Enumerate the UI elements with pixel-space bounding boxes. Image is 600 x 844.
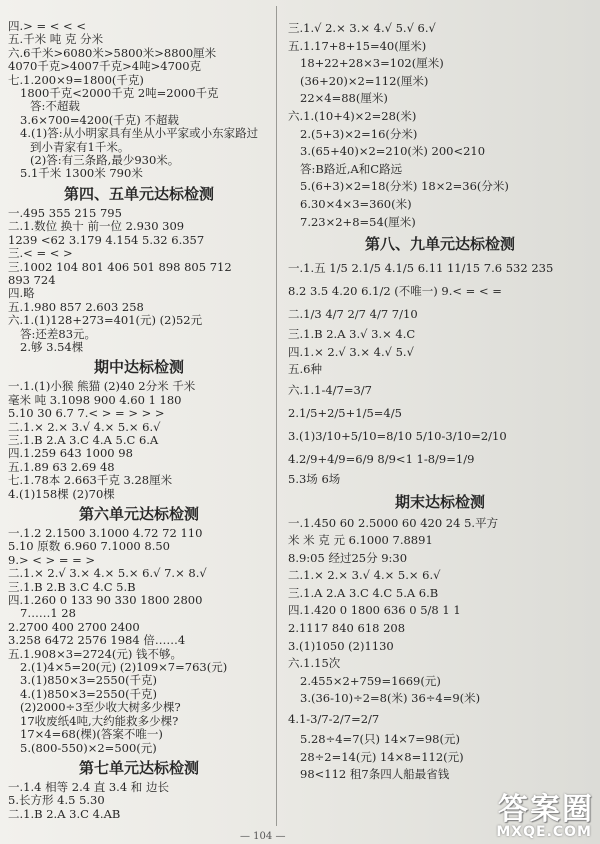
answer-line: 4.(1)850×3=2550(千克) <box>20 687 158 701</box>
answer-line: 五.1.17+8+15=40(厘米) <box>288 38 427 53</box>
answer-line: 5.(6+3)×2=18(分米) 18×2=36(分米) <box>300 179 509 194</box>
answer-line: (36+20)×2=112(厘米) <box>300 73 429 88</box>
answer-line: 一.1.2 2.1500 3.1000 4.72 72 110 <box>8 527 203 540</box>
answer-line: 17×4=68(棵)(答案不唯一) <box>20 728 163 742</box>
answer-line: 五.1.908×3=2724(元) 钱不够。 <box>8 647 183 661</box>
answer-line: 一.1.(1)小猴 熊猫 (2)40 2分米 千米 <box>8 380 196 394</box>
answer-line: 2.(5+3)×2=16(分米) <box>300 126 418 141</box>
answer-line: 17收废纸4吨,大约能救多少棵? <box>20 714 179 728</box>
answer-line: 5.3场 6场 <box>288 471 341 486</box>
answer-line: 6.30×4×3=360(米) <box>300 196 412 211</box>
answer-line: 三.< = < > <box>8 247 73 261</box>
page-number: — 104 — <box>240 831 286 842</box>
answer-line: 四.1.260 0 133 90 330 1800 2800 <box>8 594 203 608</box>
answer-line: 2.1117 840 618 208 <box>288 621 406 636</box>
answer-line: 二.1.× 2.√ 3.× 4.× 5.× 6.√ 7.× 8.√ <box>8 567 207 581</box>
answer-line: 五.6种 <box>288 362 322 377</box>
answer-line: 4070千克>4007千克>4吨>4700克 <box>8 60 202 74</box>
answer-line: 18+22+28×3=102(厘米) <box>300 56 444 71</box>
answer-line: 一.1.4 相等 2.4 直 3.4 和 边长 <box>8 780 169 794</box>
answer-line: 二.1.× 2.× 3.√ 4.× 5.× 6.√ <box>288 568 441 583</box>
answer-line: 7……1 28 <box>20 607 76 621</box>
answer-line: 七.1.78本 2.663千克 3.28厘米 <box>8 474 173 488</box>
answer-line: 2.455×2+759=1669(元) <box>300 673 441 688</box>
answer-line: 三.1002 104 801 406 501 898 805 712 <box>8 260 232 274</box>
watermark-text: 答案圈 <box>498 792 594 827</box>
answer-line: (2)2000÷3至少收大树多少棵? <box>20 701 181 715</box>
answer-line: 三.1.√ 2.× 3.× 4.√ 5.√ 6.√ <box>288 21 436 35</box>
answer-line: 六.1.1-4/7=3/7 <box>288 382 372 397</box>
answer-line: 一.495 355 215 795 <box>8 206 122 220</box>
answer-line: 二.1.B 2.A 3.C 4.AB <box>8 807 121 821</box>
answer-line: 98<112 租7条四人船最省钱 <box>300 767 450 782</box>
answer-line: 1800千克<2000千克 2吨=2000千克 <box>20 87 219 101</box>
answer-line: 答:B路近,A和C路远 <box>300 161 403 176</box>
answer-line: 3.(1)1050 (2)1130 <box>288 638 394 653</box>
answer-line: 答:还差83元。 <box>20 327 97 341</box>
answer-line: 8.2 3.5 4.20 6.1/2 (不唯一) 9.< = < = <box>288 284 502 299</box>
answer-line: 五.1.89 63 2.69 48 <box>8 460 115 474</box>
right-column <box>288 20 592 784</box>
answer-line: 一.1.450 60 2.5000 60 420 24 5.平方 <box>288 515 499 530</box>
answer-line: 5.28÷4=7(只) 14×7=98(元) <box>300 732 460 747</box>
left-column <box>8 20 270 821</box>
answer-line: 1239 <62 3.179 4.154 5.32 6.357 <box>8 233 205 247</box>
answer-line: 4.(1)158棵 (2)70棵 <box>8 487 115 501</box>
answer-line: 4.(1)答:从小明家具有坐从小平家或小东家路过 <box>20 127 259 141</box>
answer-line: 3.258 6472 2576 1984 倍……4 <box>8 634 186 648</box>
answer-line: 到小青家有1千米。 <box>30 140 130 154</box>
answer-line: 5.1千米 1300米 790米 <box>20 167 143 181</box>
answer-line: 3.6×700=4200(千克) 不超载 <box>20 113 179 127</box>
answer-line: 2.够 3.54棵 <box>20 340 84 354</box>
answer-line: 5.(800-550)×2=500(元) <box>20 741 157 755</box>
answer-line: 2.2700 400 2700 2400 <box>8 620 140 634</box>
answer-line: 六.1.15次 <box>288 656 341 671</box>
answer-line: 4.2/9+4/9=6/9 8/9<1 1-8/9=1/9 <box>288 451 475 466</box>
answer-line: (2)答:有三条路,最少930米。 <box>30 154 180 168</box>
section-heading: 期末达标检测 <box>394 492 485 511</box>
answer-line: 3.(1)3/10+5/10=8/10 5/10-3/10=2/10 <box>288 428 507 443</box>
answer-line: 四.1.420 0 1800 636 0 5/8 1 1 <box>288 603 461 618</box>
answer-line: 毫米 吨 3.1098 900 4.60 1 180 <box>8 393 182 407</box>
answer-line: 一.1.五 1/5 2.1/5 4.1/5 6.11 11/15 7.6 532 235 <box>288 261 554 276</box>
answer-line: 二.1/3 4/7 2/7 4/7 7/10 <box>288 307 418 322</box>
answer-line: 三.1.B 2.B 3.C 4.C 5.B <box>8 580 136 594</box>
answer-line: 二.1.数位 换十 前一位 2.930 309 <box>8 220 185 234</box>
answer-line: 9.> < > = = > <box>8 553 96 567</box>
answer-line: 六.6千米>6080米>5800米>8800厘米 <box>8 46 217 60</box>
section-heading: 第八、九单元达标检测 <box>364 235 515 254</box>
answer-line: 4.1-3/7-2/7=2/7 <box>288 712 380 727</box>
answer-line: 米 米 克 元 6.1000 7.8891 <box>288 533 433 548</box>
watermark-logo <box>478 784 594 840</box>
section-heading: 第七单元达标检测 <box>78 758 199 777</box>
answer-line: 5.长方形 4.5 5.30 <box>8 794 105 808</box>
answer-line: 答:不超载 <box>30 100 80 114</box>
answer-line: 3.(65+40)×2=210(米) 200<210 <box>300 144 486 159</box>
answer-line: 3.(36-10)÷2=8(米) 36÷4=9(米) <box>300 691 481 706</box>
answer-line: 七.1.200×9=1800(千克) <box>8 73 144 87</box>
answer-line: 2.1/5+2/5+1/5=4/5 <box>288 405 402 420</box>
answer-line: 三.1.A 2.A 3.C 4.C 5.A 6.B <box>288 585 439 600</box>
answer-line: 五.1.980 857 2.603 258 <box>8 300 144 314</box>
answer-line: 893 724 <box>8 273 56 287</box>
answer-line: 三.1.B 2.A 3.√ 3.× 4.C <box>288 327 416 342</box>
answer-line: 四.1.× 2.√ 3.× 4.√ 5.√ <box>288 344 414 359</box>
answer-line: 2.(1)4×5=20(元) (2)109×7=763(元) <box>20 661 228 675</box>
answer-line: 六.1.(1)128+273=401(元) (2)52元 <box>8 314 203 328</box>
answer-line: 四.1.259 643 1000 98 <box>8 447 133 461</box>
answer-line: 三.1.B 2.A 3.C 4.A 5.C 6.A <box>8 433 159 447</box>
section-heading: 期中达标检测 <box>93 358 184 377</box>
answer-line: 3.(1)850×3=2550(千克) <box>20 674 158 688</box>
answer-line: 二.1.× 2.× 3.√ 4.× 5.× 6.√ <box>8 420 161 434</box>
answer-line: 28÷2=14(元) 14×8=112(元) <box>300 749 464 764</box>
answer-line: 5.10 原数 6.960 7.1000 8.50 <box>8 540 170 554</box>
answer-line: 四.> = < < < <box>8 20 86 33</box>
watermark-url: MXQE.COM <box>496 824 592 840</box>
answer-line: 7.23×2+8=54(厘米) <box>300 214 416 229</box>
answer-line: 四.略 <box>8 287 35 301</box>
answer-line: 22×4=88(厘米) <box>300 91 388 106</box>
answer-line: 五.千米 吨 克 分米 <box>8 33 104 47</box>
answer-line: 5.10 30 6.7 7.< > = > > > <box>8 407 165 421</box>
column-divider <box>276 6 277 826</box>
section-heading: 第六单元达标检测 <box>78 505 199 523</box>
answer-line: 六.1.(10+4)×2=28(米) <box>288 108 417 123</box>
answer-line: 8.9:05 经过25分 9:30 <box>288 550 408 565</box>
section-heading: 第四、五单元达标检测 <box>63 184 214 203</box>
